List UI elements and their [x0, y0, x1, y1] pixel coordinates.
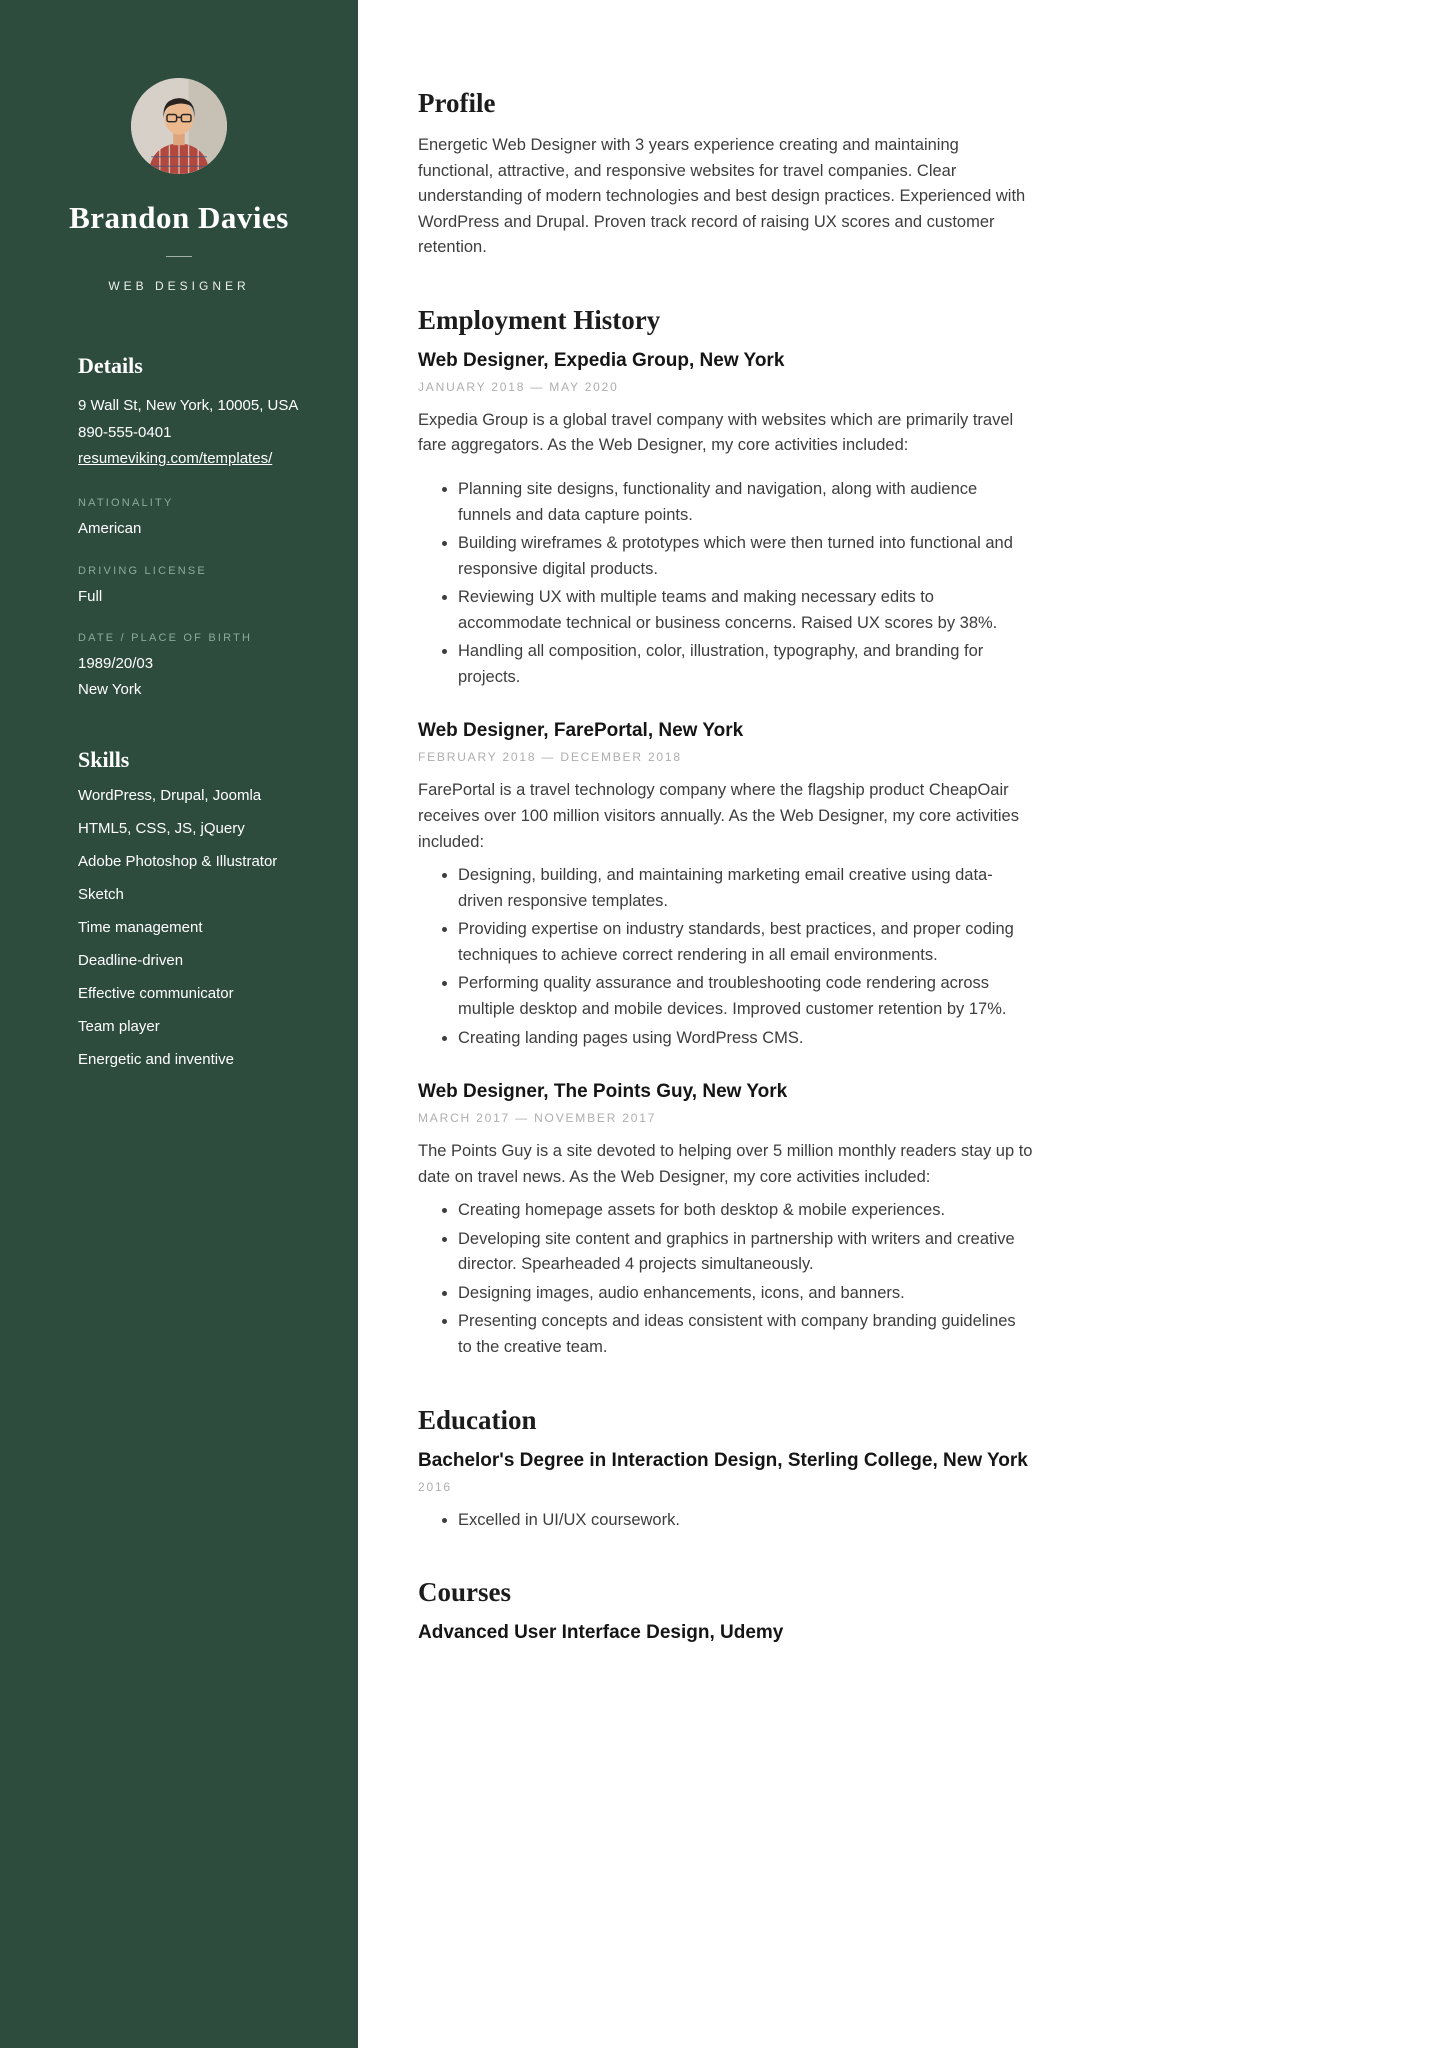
skill-item: Adobe Photoshop & Illustrator	[78, 853, 278, 871]
education-section	[418, 1405, 1033, 1534]
bullet-item: • Designing, building, and maintaining marketing email creative using data-driven responsive templates.	[458, 863, 1033, 914]
main-column	[418, 88, 1033, 1644]
sidebar	[0, 0, 358, 2048]
nationality-value: American	[78, 520, 142, 538]
driving-license-value: Full	[78, 587, 103, 605]
skill-item: Energetic and inventive	[78, 1051, 234, 1069]
name-divider	[166, 256, 192, 257]
education-dates: 2016	[418, 1479, 452, 1494]
employment-heading: Employment History	[418, 304, 661, 335]
course-title: Advanced User Interface Design, Udemy	[418, 1622, 784, 1644]
birth-label: DATE / PLACE OF BIRTH	[78, 632, 253, 645]
website-link[interactable]: resumeviking.com/templates/	[78, 450, 273, 468]
candidate-role: WEB DESIGNER	[108, 279, 250, 293]
skills-heading: Skills	[78, 747, 130, 773]
bullet-item: • Designing images, audio enhancements, icons, and banners.	[458, 1281, 1033, 1307]
bullet-item: • Planning site designs, functionality and navigation, along with audience funnels and data capture points.	[458, 477, 1033, 528]
job-entry-pointsguy	[418, 1081, 1033, 1361]
courses-section	[418, 1577, 1033, 1644]
skill-item: WordPress, Drupal, Joomla	[78, 787, 262, 805]
skill-item: Sketch	[78, 886, 124, 904]
details-section	[0, 353, 358, 701]
education-heading: Education	[418, 1404, 537, 1435]
education-bullets	[418, 1508, 1033, 1534]
website-line	[78, 446, 324, 473]
birth-date-value: 1989/20/03	[78, 655, 154, 673]
job-title: Web Designer, FarePortal, New York	[418, 720, 744, 742]
details-heading: Details	[78, 353, 143, 378]
birth-place-value: New York	[78, 680, 142, 698]
job-entry-expedia	[418, 350, 1033, 691]
job-dates: JANUARY 2018 — MAY 2020	[418, 379, 619, 394]
bullet-item: • Building wireframes & prototypes which were then turned into functional and responsive digital products.	[458, 531, 1033, 582]
bullet-item: • Creating homepage assets for both desktop & mobile experiences.	[458, 1198, 1033, 1224]
job-entry-fareportal	[418, 720, 1033, 1051]
skills-section	[0, 747, 358, 1068]
bullet-item: • Reviewing UX with multiple teams and making necessary edits to accommodate technical or business concerns. Raised UX scores by 38%.	[458, 585, 1033, 636]
job-intro: FarePortal is a travel technology company where the flagship product CheapOair receives over 100 million visitors annually. As the Web Designer, my core activities included:	[418, 781, 1019, 851]
phone-text: 890-555-0401	[78, 423, 172, 441]
skill-item: Time management	[78, 919, 203, 937]
skills-list	[78, 787, 324, 1068]
address-text: 9 Wall St, New York, 10005, USA	[78, 397, 299, 414]
nationality-label: NATIONALITY	[78, 497, 174, 510]
candidate-name: Brandon Davies	[69, 200, 289, 235]
bullet-item: • Handling all composition, color, illustration, typography, and branding for projects.	[458, 639, 1033, 690]
profile-photo-image	[131, 78, 227, 174]
bullet-item: • Excelled in UI/UX coursework.	[458, 1508, 1033, 1534]
job-dates: FEBRUARY 2018 — DECEMBER 2018	[418, 750, 682, 765]
bullet-item: • Presenting concepts and ideas consistent with company branding guidelines to the creative team.	[458, 1309, 1033, 1360]
avatar	[131, 78, 227, 174]
skill-item: Team player	[78, 1018, 160, 1036]
skill-item: Effective communicator	[78, 985, 234, 1003]
profile-section	[418, 88, 1033, 261]
job-bullets	[418, 1198, 1033, 1360]
skill-item: HTML5, CSS, JS, jQuery	[78, 820, 245, 838]
main-content	[358, 0, 1448, 2048]
job-intro: Expedia Group is a global travel company with websites which are primarily travel fare aggregators. As the Web Designer, my core activities included:	[418, 410, 1014, 455]
job-dates: MARCH 2017 — NOVEMBER 2017	[418, 1111, 657, 1126]
bullet-item: • Providing expertise on industry standards, best practices, and proper coding techniques to achieve correct rendering in all email environments.	[458, 917, 1033, 968]
job-bullets	[418, 863, 1033, 1051]
employment-section	[418, 305, 1033, 1361]
job-title: Web Designer, Expedia Group, New York	[418, 349, 785, 371]
driving-license-label: DRIVING LICENSE	[78, 564, 207, 577]
bullet-item: • Performing quality assurance and troubleshooting code rendering across multiple desktop and mobile devices. Improved customer retention by 17%.	[458, 971, 1033, 1022]
skill-item: Deadline-driven	[78, 952, 184, 970]
job-bullets	[418, 477, 1033, 691]
bullet-item: • Developing site content and graphics in partnership with writers and creative director. Spearheaded 4 projects simultaneously.	[458, 1227, 1033, 1278]
education-degree: Bachelor's Degree in Interaction Design, Sterling College, New York	[418, 1449, 1028, 1471]
profile-text: Energetic Web Designer with 3 years experience creating and maintaining functional, attractive, and responsive websites for travel companies. Clear understanding of modern technologies and best design practices. Experienced with WordPress and Drupal. Proven track record of raising UX scores and customer retention.	[418, 136, 1026, 257]
sidebar-header	[0, 0, 358, 293]
job-intro: The Points Guy is a site devoted to helping over 5 million monthly readers stay up to date on travel news. As the Web Designer, my core activities included:	[418, 1142, 1033, 1186]
bullet-item: • Creating landing pages using WordPress CMS.	[458, 1026, 1033, 1052]
profile-heading: Profile	[418, 88, 496, 118]
job-title: Web Designer, The Points Guy, New York	[418, 1081, 788, 1103]
courses-heading: Courses	[418, 1577, 511, 1608]
